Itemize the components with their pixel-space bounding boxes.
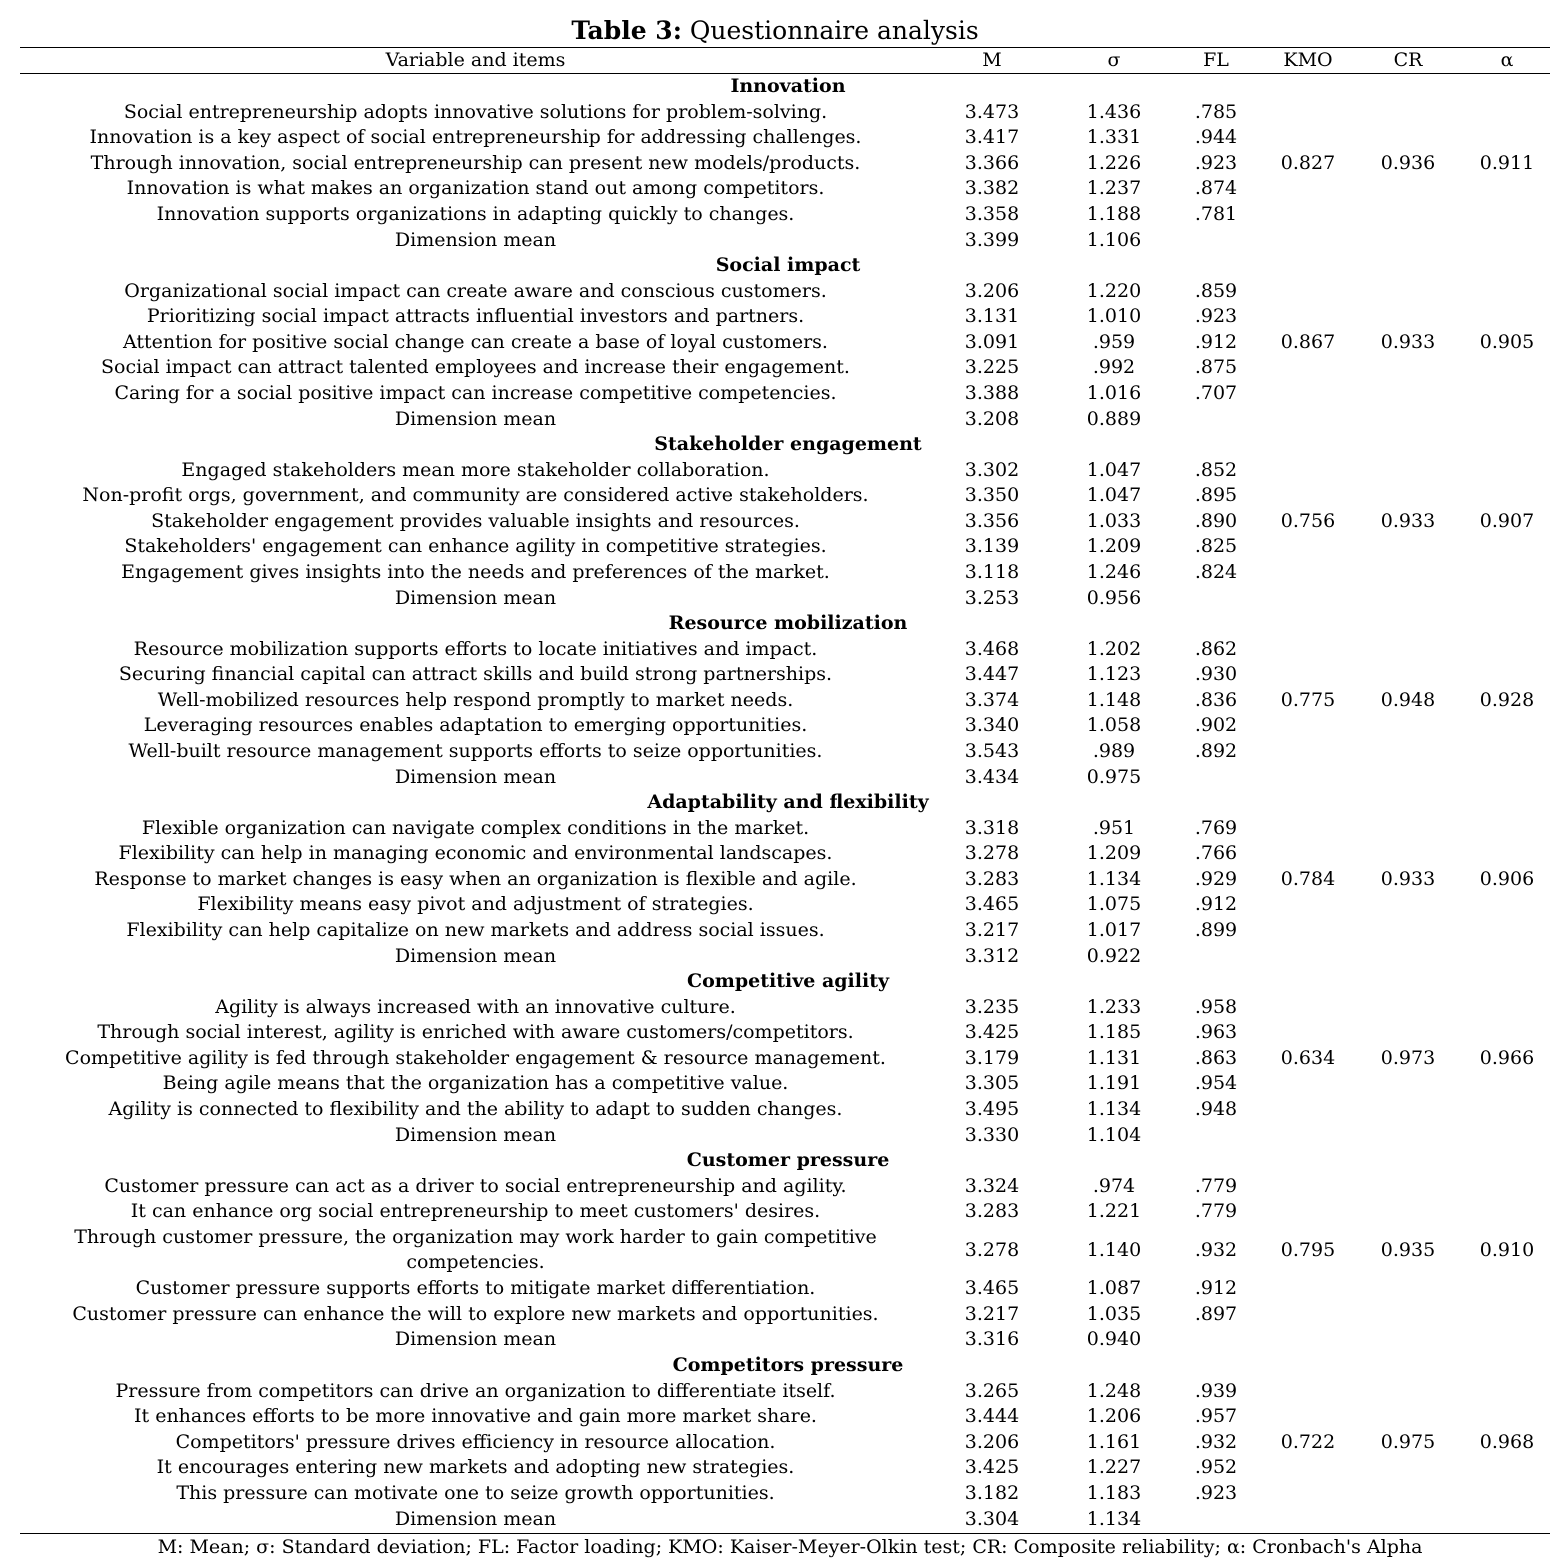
item-mean: 3.318 [964,816,1020,839]
group-cr: 0.933 [1380,867,1436,890]
dimension-mean-sd: 0.922 [1086,944,1142,967]
item-sd: 1.087 [1086,1277,1142,1299]
dimension-mean-label: Dimension mean [394,228,557,251]
item-text: Being agile means that the organization has a competitive value. [162,1072,789,1095]
item-text: Customer pressure supports efforts to mitigate market differentiation. [135,1277,816,1299]
header-kmo: KMO [1283,49,1333,71]
item-factor-loading: .923 [1194,305,1238,328]
item-mean: 3.465 [964,1277,1020,1299]
group-alpha: 0.906 [1479,867,1535,890]
item-factor-loading: .862 [1194,637,1238,660]
dimension-mean-m: 3.399 [964,228,1020,251]
item-sd: 1.237 [1086,177,1142,200]
item-text: Innovation is a key aspect of social entrepreneurship for addressing challenges. [89,126,862,149]
item-text: Non-profit orgs, government, and community are considered active stakeholders. [82,484,869,507]
item-factor-loading: .952 [1194,1456,1238,1479]
item-sd: 1.131 [1086,1046,1142,1069]
group-kmo: 0.756 [1280,509,1336,532]
item-sd: 1.161 [1086,1430,1142,1453]
item-factor-loading: .769 [1194,816,1238,839]
item-mean: 3.468 [964,637,1020,660]
dimension-mean-label: Dimension mean [394,944,557,967]
item-text: Flexibility can help capitalize on new markets and address social issues. [126,919,825,941]
item-factor-loading: .948 [1194,1098,1238,1120]
item-factor-loading: .779 [1194,1174,1238,1197]
item-factor-loading: .897 [1194,1302,1238,1325]
dimension-mean-sd: 0.940 [1086,1328,1142,1351]
item-factor-loading: .954 [1194,1072,1238,1095]
group-heading: Innovation [730,75,846,97]
item-sd: 1.220 [1086,279,1142,302]
item-sd: 1.123 [1086,663,1142,686]
table-caption: Questionnaire analysis [681,16,979,45]
item-factor-loading: .825 [1194,535,1238,558]
item-text: Stakeholders' engagement can enhance agility in competitive strategies. [124,535,827,558]
item-text: Caring for a social positive impact can increase competitive competencies. [114,382,837,404]
item-text: Flexible organization can navigate complex conditions in the market. [141,816,810,839]
item-mean: 3.091 [964,330,1020,353]
item-text: Social entrepreneurship adopts innovative solutions for problem-solving. [123,100,828,123]
item-factor-loading: .890 [1194,509,1238,532]
dimension-mean-m: 3.304 [964,1507,1020,1530]
item-mean: 3.358 [964,203,1020,225]
item-factor-loading: .939 [1194,1379,1238,1402]
item-sd: 1.075 [1086,893,1142,916]
item-factor-loading: .852 [1194,458,1238,481]
dimension-mean-sd: 1.134 [1086,1507,1142,1530]
item-factor-loading: .766 [1194,842,1238,865]
item-sd: .989 [1092,740,1136,762]
group-heading: Adaptability and flexibility [647,791,929,813]
item-text: Response to market changes is easy when an organization is flexible and agile. [94,867,857,890]
item-text: Competitors' pressure drives efficiency in resource allocation. [175,1430,776,1453]
item-factor-loading: .944 [1194,126,1238,149]
item-sd: 1.047 [1086,458,1142,481]
item-factor-loading: .912 [1194,1277,1238,1299]
group-alpha: 0.910 [1479,1238,1535,1261]
group-cr: 0.933 [1380,509,1436,532]
dimension-mean-label: Dimension mean [394,586,557,609]
item-text: Agility is always increased with an innovative culture. [215,995,736,1018]
item-sd: 1.134 [1086,867,1142,890]
table-footnote: M: Mean; σ: Standard deviation; FL: Factor loading; KMO: Kaiser-Meyer-Olkin test; CR: Composite reliability; α: Cronbach's Alpha [157,1536,1423,1558]
item-mean: 3.465 [964,893,1020,916]
item-sd: 1.227 [1086,1456,1142,1479]
item-mean: 3.283 [964,1200,1020,1223]
item-sd: 1.233 [1086,995,1142,1018]
item-sd: 1.436 [1086,100,1142,123]
item-factor-loading: .930 [1194,663,1238,686]
header-alpha: α [1500,49,1514,71]
item-factor-loading: .859 [1194,279,1238,302]
item-mean: 3.417 [964,126,1020,149]
item-mean: 3.473 [964,100,1020,123]
item-sd: 1.246 [1086,561,1142,583]
item-mean: 3.388 [964,382,1020,404]
item-factor-loading: .958 [1194,995,1238,1018]
item-factor-loading: .779 [1194,1200,1238,1223]
item-sd: .959 [1092,330,1136,353]
dimension-mean-sd: 0.889 [1086,407,1142,430]
item-mean: 3.447 [964,663,1020,686]
item-factor-loading: .932 [1194,1430,1238,1453]
item-factor-loading: .875 [1194,356,1238,379]
item-factor-loading: .932 [1194,1238,1238,1261]
item-text: Attention for positive social change can create a base of loyal customers. [123,330,828,353]
item-sd: 1.058 [1086,714,1142,737]
item-text: Pressure from competitors can drive an organization to differentiate itself. [115,1379,836,1402]
item-sd: 1.209 [1086,842,1142,865]
item-factor-loading: .929 [1194,867,1238,890]
item-mean: 3.131 [964,305,1020,328]
item-mean: 3.217 [964,1302,1020,1325]
dimension-mean-sd: 0.975 [1086,765,1142,788]
dimension-mean-m: 3.316 [964,1328,1020,1351]
item-mean: 3.382 [964,177,1020,200]
item-text: Engaged stakeholders mean more stakeholder collaboration. [181,458,770,481]
item-mean: 3.139 [964,535,1020,558]
item-sd: .951 [1092,816,1136,839]
item-sd: 1.148 [1086,688,1142,711]
dimension-mean-label: Dimension mean [394,765,557,788]
item-mean: 3.302 [964,458,1020,481]
item-sd: 1.191 [1086,1072,1142,1095]
item-factor-loading: .902 [1194,714,1238,737]
header-sd: σ [1107,49,1121,71]
item-text: Customer pressure can act as a driver to social entrepreneurship and agility. [104,1174,847,1197]
item-mean: 3.366 [964,151,1020,174]
item-sd: 1.331 [1086,126,1142,149]
item-factor-loading: .781 [1194,203,1238,225]
item-sd: 1.202 [1086,637,1142,660]
item-factor-loading: .892 [1194,740,1238,762]
item-sd: .992 [1092,356,1136,379]
group-kmo: 0.784 [1280,867,1336,890]
item-mean: 3.425 [964,1021,1020,1044]
header-fl: FL [1203,49,1229,71]
group-heading: Competitors pressure [672,1354,904,1376]
group-heading: Customer pressure [686,1149,890,1171]
dimension-mean-label: Dimension mean [394,407,557,430]
item-text: Stakeholder engagement provides valuable insights and resources. [151,509,800,532]
header-mean: M [982,49,1002,71]
item-mean: 3.324 [964,1174,1020,1197]
dimension-mean-label: Dimension mean [394,1328,557,1351]
item-mean: 3.265 [964,1379,1020,1402]
item-mean: 3.425 [964,1456,1020,1479]
group-heading: Competitive agility [686,970,890,992]
item-mean: 3.278 [964,842,1020,865]
item-factor-loading: .963 [1194,1021,1238,1044]
group-alpha: 0.911 [1479,151,1535,174]
item-sd: .974 [1092,1174,1136,1197]
item-text: This pressure can motivate one to seize growth opportunities. [176,1482,775,1504]
group-heading: Social impact [715,254,861,276]
group-alpha: 0.907 [1479,509,1535,532]
item-mean: 3.118 [964,561,1020,583]
item-mean: 3.225 [964,356,1020,379]
item-mean: 3.444 [964,1405,1020,1428]
group-kmo: 0.775 [1280,688,1336,711]
item-factor-loading: .785 [1194,100,1238,123]
item-sd: 1.209 [1086,535,1142,558]
dimension-mean-sd: 1.104 [1086,1123,1142,1146]
item-mean: 3.356 [964,509,1020,532]
dimension-mean-m: 3.312 [964,944,1020,967]
group-cr: 0.975 [1380,1430,1436,1453]
item-factor-loading: .874 [1194,177,1238,200]
group-kmo: 0.634 [1280,1046,1336,1069]
item-sd: 1.134 [1086,1098,1142,1120]
item-sd: 1.017 [1086,919,1142,941]
item-sd: 1.010 [1086,305,1142,328]
item-factor-loading: .923 [1194,151,1238,174]
item-text: Flexibility means easy pivot and adjustment of strategies. [197,893,754,916]
item-mean: 3.206 [964,279,1020,302]
item-mean: 3.179 [964,1046,1020,1069]
group-kmo: 0.722 [1280,1430,1336,1453]
item-sd: 1.183 [1086,1482,1142,1504]
item-mean: 3.495 [964,1098,1020,1120]
item-mean: 3.374 [964,688,1020,711]
item-text: Competitive agility is fed through stakeholder engagement & resource management. [65,1046,886,1069]
item-factor-loading: .836 [1194,688,1238,711]
group-cr: 0.973 [1380,1046,1436,1069]
item-factor-loading: .912 [1194,893,1238,916]
item-text: Through social interest, agility is enriched with aware customers/competitors. [97,1021,854,1044]
item-text: It enhances efforts to be more innovative and gain more market share. [134,1405,817,1428]
group-cr: 0.935 [1380,1238,1436,1261]
item-mean: 3.206 [964,1430,1020,1453]
item-mean: 3.305 [964,1072,1020,1095]
dimension-mean-m: 3.253 [964,586,1020,609]
item-mean: 3.350 [964,484,1020,507]
item-sd: 1.035 [1086,1302,1142,1325]
dimension-mean-label: Dimension mean [394,1507,557,1530]
item-mean: 3.182 [964,1482,1020,1504]
item-mean: 3.340 [964,714,1020,737]
item-sd: 1.206 [1086,1405,1142,1428]
group-kmo: 0.827 [1280,151,1336,174]
group-alpha: 0.928 [1479,688,1535,711]
item-text: Well-built resource management supports efforts to seize opportunities. [128,740,823,762]
group-heading: Stakeholder engagement [654,433,922,455]
table-label: Table 3: [571,16,682,45]
item-text: Prioritizing social impact attracts influential investors and partners. [146,305,805,328]
item-factor-loading: .707 [1194,382,1238,404]
item-factor-loading: .895 [1194,484,1238,507]
dimension-mean-m: 3.330 [964,1123,1020,1146]
item-mean: 3.235 [964,995,1020,1018]
item-factor-loading: .923 [1194,1482,1238,1504]
item-text: Innovation supports organizations in adapting quickly to changes. [156,203,795,225]
group-cr: 0.933 [1380,330,1436,353]
item-text: Social impact can attract talented employees and increase their engagement. [101,356,850,379]
item-factor-loading: .912 [1194,330,1238,353]
dimension-mean-sd: 1.106 [1086,228,1142,251]
item-factor-loading: .863 [1194,1046,1238,1069]
item-text: Organizational social impact can create aware and conscious customers. [124,279,827,302]
item-sd: 1.047 [1086,484,1142,507]
item-text: Engagement gives insights into the needs and preferences of the market. [121,561,830,583]
item-text: Resource mobilization supports efforts to locate initiatives and impact. [133,637,818,660]
item-factor-loading: .957 [1194,1405,1238,1428]
item-sd: 1.033 [1086,509,1142,532]
item-sd: 1.248 [1086,1379,1142,1402]
dimension-mean-m: 3.208 [964,407,1020,430]
item-text: Flexibility can help in managing economic and environmental landscapes. [118,842,833,865]
item-text: Leveraging resources enables adaptation to emerging opportunities. [143,714,808,737]
item-sd: 1.185 [1086,1021,1142,1044]
header-variable-items: Variable and items [385,49,566,71]
group-alpha: 0.905 [1479,330,1535,353]
item-sd: 1.221 [1086,1200,1142,1223]
group-alpha: 0.966 [1479,1046,1535,1069]
group-heading: Resource mobilization [668,612,908,634]
item-text: Innovation is what makes an organization stand out among competitors. [126,177,825,200]
item-text: Customer pressure can enhance the will to explore new markets and opportunities. [72,1302,879,1325]
group-cr: 0.948 [1380,688,1436,711]
item-text: Agility is connected to flexibility and the ability to adapt to sudden changes. [108,1098,843,1120]
item-sd: 1.016 [1086,382,1142,404]
dimension-mean-label: Dimension mean [394,1123,557,1146]
item-text: Securing financial capital can attract skills and build strong partnerships. [118,663,833,686]
group-kmo: 0.867 [1280,330,1336,353]
dimension-mean-sd: 0.956 [1086,586,1142,609]
item-sd: 1.188 [1086,203,1142,225]
item-mean: 3.278 [964,1238,1020,1261]
group-cr: 0.936 [1380,151,1436,174]
dimension-mean-m: 3.434 [964,765,1020,788]
item-text: Well-mobilized resources help respond promptly to market needs. [157,688,794,711]
item-sd: 1.140 [1086,1238,1142,1261]
item-sd: 1.226 [1086,151,1142,174]
item-mean: 3.543 [964,740,1020,762]
item-text: It can enhance org social entrepreneurship to meet customers' desires. [130,1200,821,1223]
item-factor-loading: .899 [1194,919,1238,941]
item-text: Through customer pressure, the organization may work harder to gain competitive competencies. [74,1225,877,1273]
bottom-rule [20,1533,1550,1534]
header-cr: CR [1393,49,1423,71]
item-text: It encourages entering new markets and adopting new strategies. [156,1456,795,1479]
item-mean: 3.217 [964,919,1020,941]
group-alpha: 0.968 [1479,1430,1535,1453]
item-factor-loading: .824 [1194,561,1238,583]
group-kmo: 0.795 [1280,1238,1336,1261]
item-text: Through innovation, social entrepreneurship can present new models/products. [90,151,861,174]
table-title [0,14,1550,48]
item-mean: 3.283 [964,867,1020,890]
